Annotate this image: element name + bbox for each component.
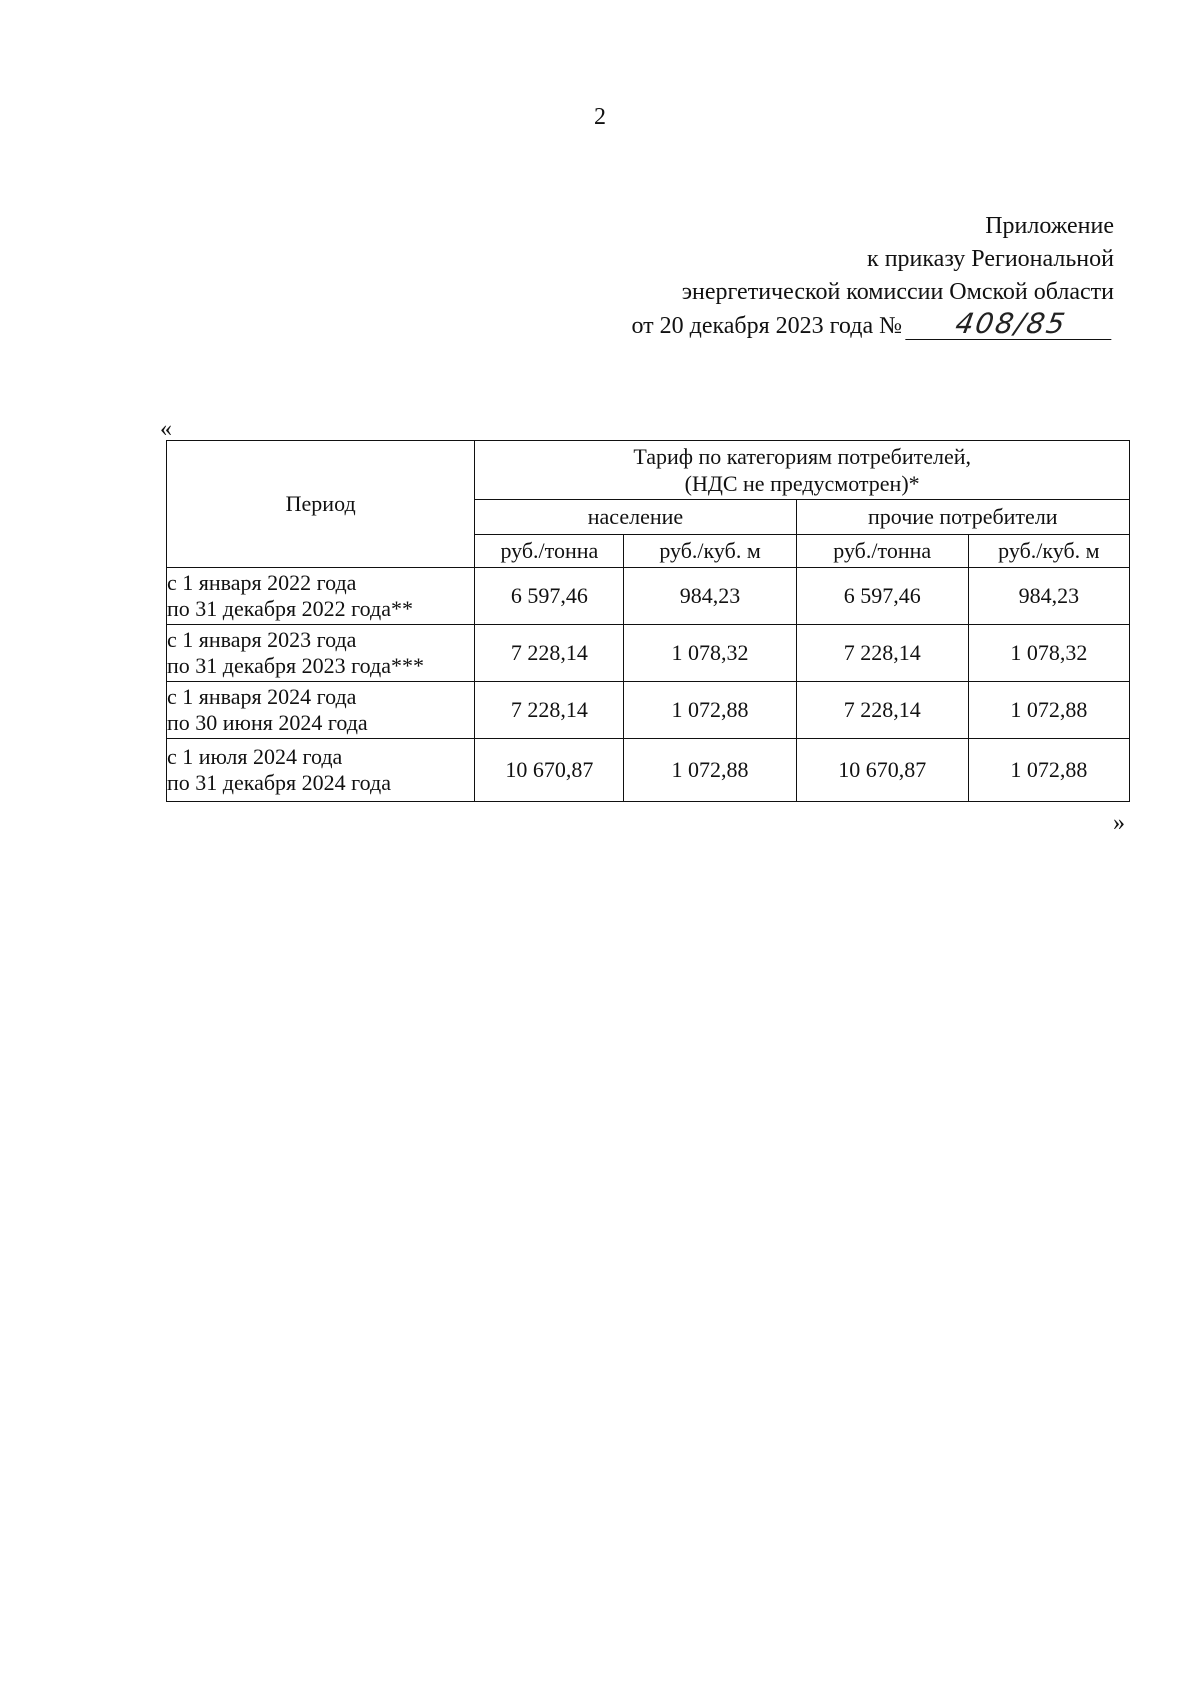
value-cell: 6 597,46 [796,568,968,625]
table-row [167,568,1130,625]
period-start: с 1 января 2024 года [167,684,357,709]
value-cell: 1 078,32 [624,625,796,682]
period-start: с 1 января 2023 года [167,627,357,652]
tariff-header-line-1: Тариф по категориям потребителей, [633,444,971,469]
appendix-date-line [474,309,1114,343]
period-end: по 30 июня 2024 года [167,710,368,735]
closing-quote: » [1113,810,1125,836]
tariff-table [166,440,1130,802]
group-header-population: население [475,500,796,535]
appendix-date-text: от 20 декабря 2023 года № [631,313,902,339]
period-end: по 31 декабря 2022 года** [167,596,413,621]
value-cell: 6 597,46 [475,568,624,625]
value-cell: 7 228,14 [475,625,624,682]
period-cell [167,625,475,682]
appendix-commission-name: энергетической комиссии Омской области [681,279,1114,305]
tariff-header-line-2: (НДС не предусмотрен)* [684,471,920,496]
opening-quote: « [160,416,172,442]
appendix-title: Приложение [985,213,1114,239]
value-cell: 7 228,14 [475,682,624,739]
period-column-header: Период [167,441,475,568]
appendix-header [474,210,1114,343]
value-cell: 1 072,88 [968,739,1129,802]
unit-header: руб./куб. м [624,535,796,568]
value-cell: 1 072,88 [624,682,796,739]
period-cell [167,739,475,802]
value-cell: 10 670,87 [475,739,624,802]
period-end: по 31 декабря 2024 года [167,770,391,795]
value-cell: 1 072,88 [624,739,796,802]
unit-header: руб./куб. м [968,535,1129,568]
table-row [167,739,1130,802]
value-cell: 7 228,14 [796,682,968,739]
period-start: с 1 июля 2024 года [167,744,343,769]
value-cell: 1 078,32 [968,625,1129,682]
period-cell [167,568,475,625]
table-row [167,682,1130,739]
period-start: с 1 января 2022 года [167,570,357,595]
tariff-column-header [475,441,1130,500]
group-header-other-consumers: прочие потребители [796,500,1129,535]
period-end: по 31 декабря 2023 года*** [167,653,424,678]
value-cell: 984,23 [968,568,1129,625]
value-cell: 1 072,88 [968,682,1129,739]
value-cell: 10 670,87 [796,739,968,802]
appendix-order-reference: к приказу Региональной [867,246,1114,272]
table-row [167,625,1130,682]
value-cell: 7 228,14 [796,625,968,682]
order-number-handwritten: 408/85 [905,309,1116,340]
value-cell: 984,23 [624,568,796,625]
page-number: 2 [594,104,606,130]
period-cell [167,682,475,739]
unit-header: руб./тонна [475,535,624,568]
unit-header: руб./тонна [796,535,968,568]
